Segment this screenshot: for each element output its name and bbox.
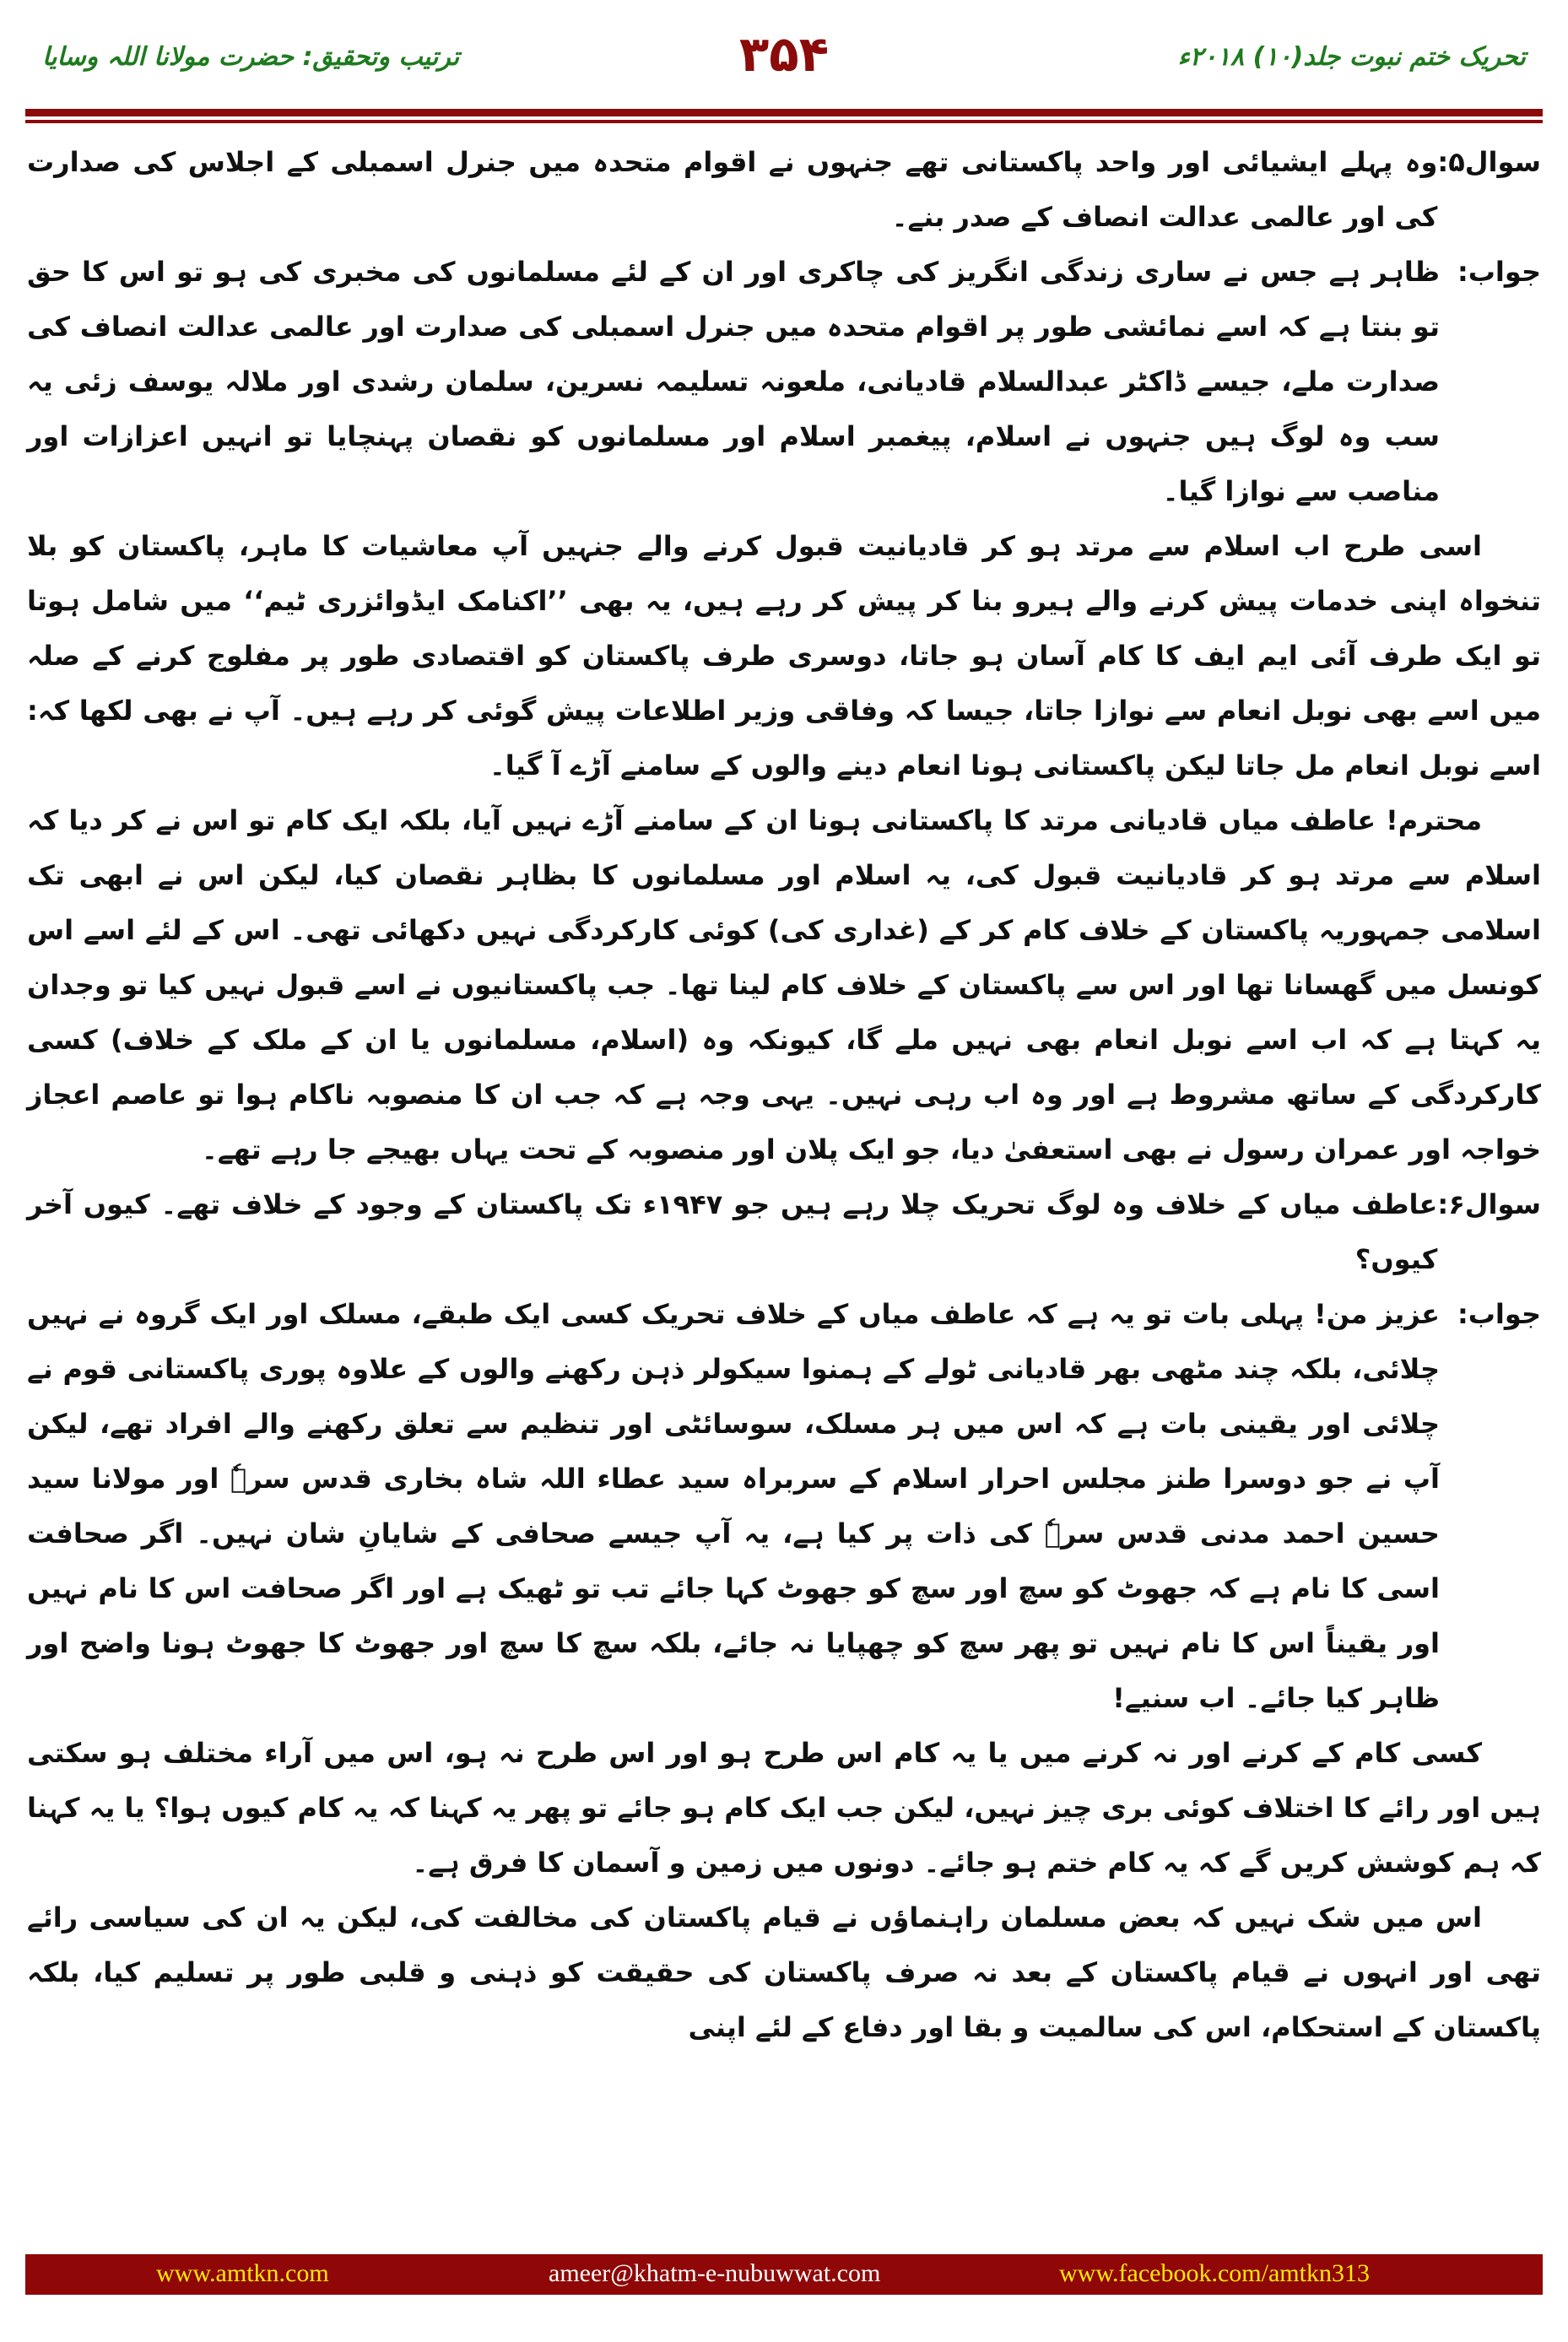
paragraph: کسی کام کے کرنے اور نہ کرنے میں یا یہ کام اس طرح ہو اور اس طرح نہ ہو، اس میں آراء مختلف ہو سکتی ہیں اور رائے کا اختلاف کوئی بری چیز نہیں، لیکن جب ایک کام ہو جائے تو پھر یہ کہنا کہ یہ کام کیوں ہوا؟ یا یہ کہنا کہ ہم کوشش کریں گے کہ یہ کام ختم ہو جائے۔ دونوں میں زمین و آسمان کا فرق ہے۔ bbox=[27, 1737, 1541, 1879]
answer-label: جواب: bbox=[1457, 1298, 1541, 1330]
page-header bbox=[25, 17, 1543, 97]
question-text: عاطف میاں کے خلاف وہ لوگ تحریک چلا رہے ہیں جو ۱۹۴۷ء تک پاکستان کے وجود کے خلاف تھے۔ کیوں آخر کیوں؟ bbox=[27, 1188, 1438, 1275]
answer-text: عزیز من! پہلی بات تو یہ ہے کہ عاطف میاں کے خلاف تحریک کسی ایک طبقے، مسلک اور ایک گروہ نے نہیں چلائی، بلکہ چند مٹھی بھر قادیانی ٹولے کے ہمنوا سیکولر ذہن رکھنے والوں کے علاوہ پوری پاکستانی قوم نے چلائی اور یقینی بات ہے کہ اس میں ہر مسلک، سوسائٹی اور تنظیم سے تعلق رکھنے والے افراد تھے، لیکن آپ نے جو دوسرا طنز مجلس احرار اسلام کے سربراہ سید عطاء اللہ شاہ بخاری قدس سرہٗ اور مولانا سید حسین احمد مدنی قدس سرہٗ کی ذات پر کیا ہے، یہ آپ جیسے صحافی کے شایانِ شان نہیں۔ اگر صحافت اسی کا نام ہے کہ جھوٹ کو سچ اور سچ کو جھوٹ کہا جائے تب تو ٹھیک ہے اور اگر صحافت اس کا نام نہیں اور یقیناً اس کا نام نہیں تو پھر سچ کو چھپایا نہ جائے، بلکہ سچ کا سچ اور جھوٹ کا جھوٹ ہونا واضح اور ظاہر کیا جائے۔ اب سنیے! bbox=[27, 1298, 1441, 1714]
paragraph: اس میں شک نہیں کہ بعض مسلمان راہنماؤں نے قیام پاکستان کی مخالفت کی، لیکن یہ ان کی سیاسی رائے تھی اور انہوں نے قیام پاکستان کے بعد نہ صرف پاکستان کی حقیقت کو ذہنی و قلبی طور پر تسلیم کیا، بلکہ پاکستان کے استحکام، اس کی سالمیت و بقا اور دفاع کے لئے اپنی bbox=[27, 1901, 1541, 2043]
page-body bbox=[27, 135, 1541, 2055]
answer-6 bbox=[27, 1287, 1541, 1726]
page-footer bbox=[25, 2254, 1543, 2295]
footer-facebook-link[interactable]: www.facebook.com/amtkn313 bbox=[1059, 2259, 1370, 2287]
header-compiler: ترتیب وتحقیق: حضرت مولانا اللہ وسایا bbox=[42, 42, 460, 72]
header-book-title: تحریک ختم نبوت جلد(۱۰) ۲۰۱۸ء bbox=[1177, 42, 1526, 72]
answer-5 bbox=[27, 245, 1541, 519]
question-label: سوال۵: bbox=[1437, 146, 1541, 178]
paragraph: اسی طرح اب اسلام سے مرتد ہو کر قادیانیت قبول کرنے والے جنہیں آپ معاشیات کا ماہر، پاکستان کو بلا تنخواہ اپنی خدمات پیش کرنے والے ہیرو بنا کر پیش کر رہے ہیں، یہ بھی ’’اکنامک ایڈوائزری ٹیم‘‘ میں شامل ہوتا تو ایک طرف آئی ایم ایف کا کام آسان ہو جاتا، دوسری طرف پاکستان کو اقتصادی طور پر مفلوج کرنے کے صلہ میں اسے بھی نوبل انعام سے نوازا جاتا، جیسا کہ وفاقی وزیر اطلاعات پیش گوئی کر رہے ہیں۔ آپ نے بھی لکھا کہ: اسے نوبل انعام مل جاتا لیکن پاکستانی ہونا انعام دینے والوں کے سامنے آڑے آ گیا۔ bbox=[27, 530, 1541, 782]
answer-label: جواب: bbox=[1457, 256, 1541, 288]
footer-email-link[interactable]: ameer@khatm-e-nubuwwat.com bbox=[549, 2259, 881, 2287]
paragraph: محترم! عاطف میاں قادیانی مرتد کا پاکستانی ہونا ان کے سامنے آڑے نہیں آیا، بلکہ ایک کام تو اس نے کر دیا کہ اسلام سے مرتد ہو کر قادیانیت قبول کی، یہ اسلام اور مسلمانوں کا بظاہر نقصان کیا، لیکن اس نے ابھی تک اسلامی جمہوریہ پاکستان کے خلاف کام کر کے (غداری کی) کوئی کارکردگی نہیں دکھائی تھی۔ اس کے لئے اسے اس کونسل میں گھسانا تھا اور اس سے پاکستان کے خلاف کام لینا تھا۔ جب پاکستانیوں نے اسے قبول نہیں کیا تو وجدان یہ کہتا ہے کہ اب اسے نوبل انعام بھی نہیں ملے گا، کیونکہ وہ (اسلام، مسلمانوں یا ان کے ملک کے خلاف) کسی کارکردگی کے ساتھ مشروط ہے اور وہ اب رہی نہیں۔ یہی وجہ ہے کہ جب ان کا منصوبہ ناکام ہوا تو عاصم اعجاز خواجہ اور عمران رسول نے بھی استعفیٰ دیا، جو ایک پلان اور منصوبہ کے تحت یہاں بھیجے جا رہے تھے۔ bbox=[27, 804, 1541, 1166]
answer-text: ظاہر ہے جس نے ساری زندگی انگریز کی چاکری اور ان کے لئے مسلمانوں کی مخبری کی ہو تو اس کا حق تو بنتا ہے کہ اسے نمائشی طور پر اقوام متحدہ میں جنرل اسمبلی کی صدارت اور عالمی عدالت انصاف کی صدارت ملے، جیسے ڈاکٹر عبدالسلام قادیانی، ملعونہ تسلیمہ نسرین، سلمان رشدی اور ملالہ یوسف زئی یہ سب وہ لوگ ہیں جنہوں نے اسلام، پیغمبر اسلام اور مسلمانوں کو نقصان پہنچایا تو انہیں اعزازات اور مناصب سے نوازا گیا۔ bbox=[27, 256, 1441, 507]
page-number: ۳۵۴ bbox=[738, 25, 830, 83]
header-rule-thin bbox=[25, 120, 1543, 123]
question-text: وہ پہلے ایشیائی اور واحد پاکستانی تھے جنہوں نے اقوام متحدہ میں جنرل اسمبلی کے اجلاس کی صدارت کی اور عالمی عدالت انصاف کے صدر بنے۔ bbox=[27, 146, 1438, 233]
question-label: سوال۶: bbox=[1437, 1188, 1541, 1220]
footer-website-link[interactable]: www.amtkn.com bbox=[156, 2259, 329, 2287]
question-5 bbox=[27, 135, 1541, 245]
header-rule bbox=[25, 109, 1543, 116]
question-6 bbox=[27, 1177, 1541, 1287]
